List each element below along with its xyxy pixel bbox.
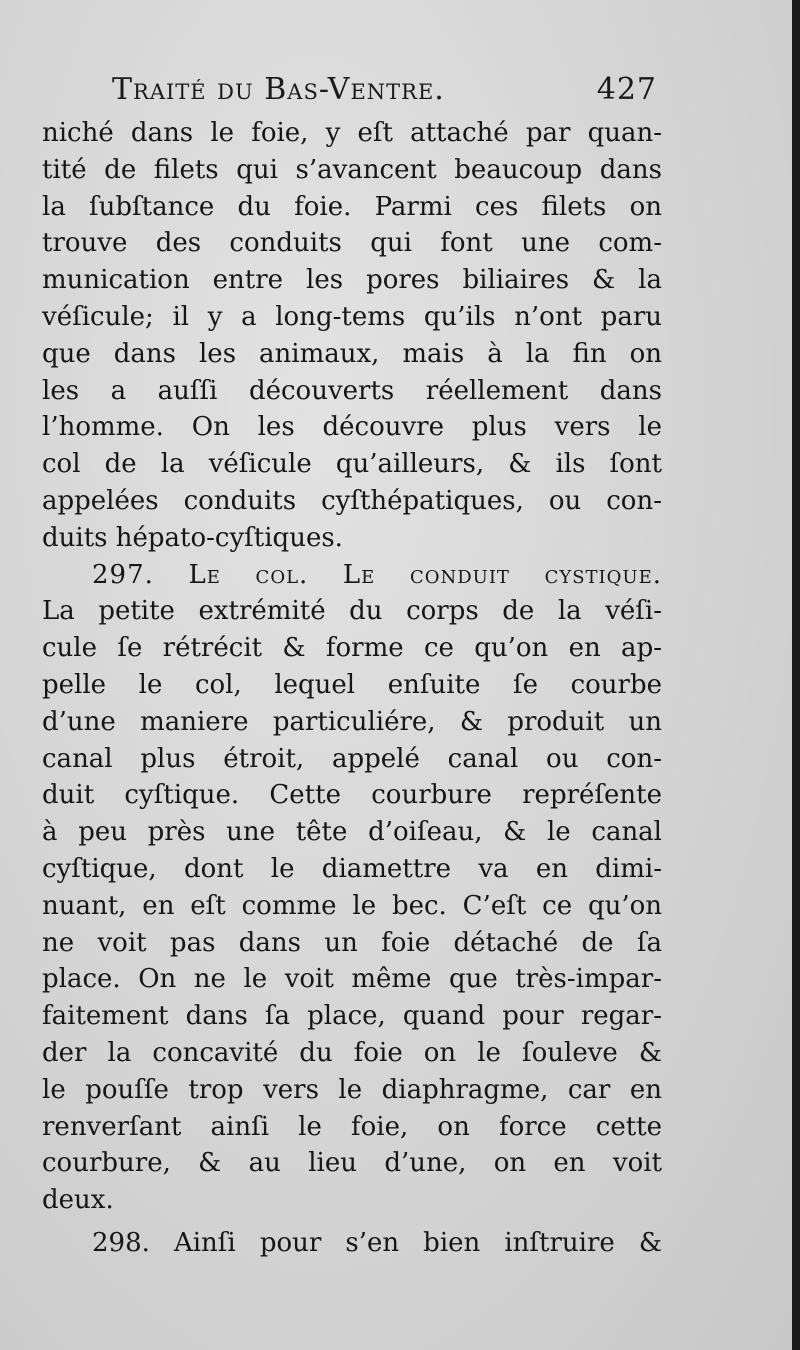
text-line: trouve des conduits qui font une com- — [42, 228, 662, 259]
text-line: tité de filets qui s’avancent beaucoup dans — [42, 154, 662, 185]
text-line: appelées conduits cyſthépatiques, ou con- — [42, 485, 662, 516]
text-line: le pouſſe trop vers le diaphragme, car en — [42, 1074, 662, 1105]
text-line: col de la véſicule qu’ailleurs, & ils ſont — [42, 449, 662, 480]
running-title: Traité du Bas-Ventre. — [112, 72, 445, 107]
text-line: la ſubſtance du foie. Parmi ces filets on — [42, 191, 662, 222]
text-line: courbure, & au lieu d’une, on en voit — [42, 1148, 662, 1179]
text-line: duits hépato-cyſtiques. — [42, 522, 343, 553]
text-line: pelle le col, lequel enſuite ſe courbe — [42, 669, 662, 700]
text-line: à peu près une tête d’oiſeau, & le canal — [42, 817, 662, 848]
text-line: nuant, en eſt comme le bec. C’eſt ce qu’on — [42, 890, 662, 921]
text-line: place. On ne le voit même que très-impar- — [42, 964, 662, 995]
text-line: renverſant ainſi le foie, on force cette — [42, 1111, 662, 1142]
text-line: duit cyſtique. Cette courbure repréſente — [42, 780, 662, 811]
text-line: deux. — [42, 1185, 114, 1216]
text-line: der la concavité du foie on le ſouleve & — [42, 1037, 662, 1068]
page-edge-shadow — [792, 0, 800, 1350]
paragraph-298-start: 298. Ainſi pour s’en bien inſtruire & — [92, 1227, 662, 1258]
text-line: faitement dans ſa place, quand pour regar- — [42, 1001, 662, 1032]
text-line: que dans les animaux, mais à la fin on — [42, 338, 662, 369]
section-heading-297: 297. Le col. Le conduit cystique. — [92, 559, 662, 590]
text-line: d’une maniere particuliére, & produit un — [42, 706, 662, 737]
page-number: 427 — [596, 72, 657, 107]
text-line: cyſtique, dont le diamettre va en dimi- — [42, 853, 662, 884]
text-line: La petite extrémité du corps de la véſi- — [42, 596, 662, 627]
text-line: ne voit pas dans un foie détaché de ſa — [42, 927, 662, 958]
text-line: l’homme. On les découvre plus vers le — [42, 412, 662, 443]
text-line: canal plus étroit, appelé canal ou con- — [42, 743, 662, 774]
running-header — [112, 72, 657, 107]
body-text — [42, 115, 662, 1262]
text-line: munication entre les pores biliaires & la — [42, 265, 662, 296]
text-line: les a auſſi découverts réellement dans — [42, 375, 662, 406]
text-line: niché dans le foie, y eſt attaché par quan- — [42, 118, 662, 148]
text-line: cule ſe rétrécit & forme ce qu’on en ap- — [42, 633, 662, 664]
text-line: véſicule; il y a long-tems qu’ils n’ont paru — [42, 301, 662, 332]
